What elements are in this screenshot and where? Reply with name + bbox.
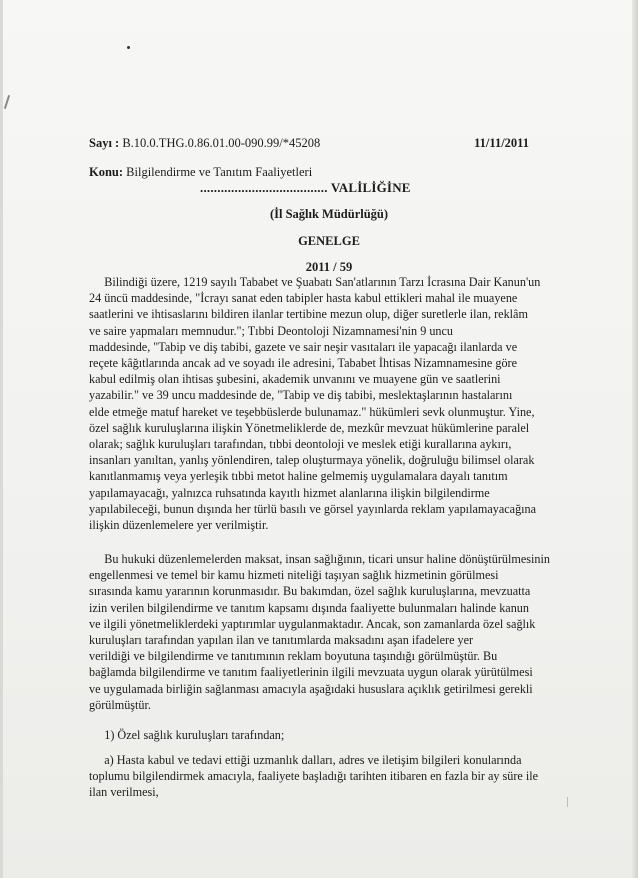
text-line: reçete kâğıtlarında ancak ad ve soyadı ile adresini, Tababet İhtisas Nizamnamesine göre [89, 356, 518, 371]
subject-text: Bilgilendirme ve Tanıtım Faaliyetleri [123, 165, 313, 179]
text-line: sırasında kamu yararının korunmasıdır. Bu bakımdan, özel sağlık kuruluşlarına, mevzuatta [89, 584, 531, 599]
text-line: izin verilen bilgilendirme ve tanıtım kapsamı dışında faaliyette bulunmaları halinde kanun [89, 600, 529, 615]
paragraph-4 [89, 752, 567, 801]
text-line: insanları yanıltan, yanlış yönlendiren, talep oluşturmaya yönelik, doğruluğu bilimsel olarak [89, 453, 535, 468]
subject-label: Konu: [89, 165, 124, 179]
text-line: yapılabileceği, bunun dışında her türlü basılı ve görsel yayınlarda reklam yapılamayacağına [89, 501, 537, 516]
reference-number [89, 136, 320, 151]
text-line: saatlerini ve ihtisaslarını bildiren ilanlar tertibine mezun olup, diğer suretlerle ilan, reklâm [89, 307, 528, 322]
text-line: görülmüştür. [89, 697, 151, 712]
text-line: ilişkin düzenlemelere yer verilmiştir. [89, 518, 269, 533]
text-line: kanıtlanmamış veya yerleşik tıbbi metot haline gelmemiş uygulamalara dayalı tanıtım [89, 469, 508, 484]
reference-label: Sayı : [89, 136, 123, 150]
text-line: engellenmesi ve temel bir kamu hizmeti niteliği taşıyan sağlık hizmetinin görülmesi [89, 568, 499, 583]
scan-edge-right [632, 0, 638, 878]
text-line: bağlamda bilgilendirme ve tanıtım faaliyetlerinin ilgili mevzuata uygun olarak yürütülmesi [89, 665, 533, 680]
subheading: (İl Sağlık Müdürlüğü) [269, 207, 389, 221]
text-line: yazabilir." ve 39 uncu maddesinde de, "Tabip ve diş tabibi, meslektaşlarının hastalarını [89, 388, 513, 403]
circular-number: 2011 / 59 [305, 260, 353, 274]
text-line: olarak; sağlık kuruluşları tarafından, tıbbi deontoloji ve meslek etiği kurallarına aykırı, [89, 437, 512, 452]
text-line: 1) Özel sağlık kuruluşları tarafından; [89, 728, 285, 742]
text-line: verildiği ve bilgilendirme ve tanıtımının reklam boyutuna taşındığı görülmüştür. Bu [89, 649, 498, 664]
reference-value: B.10.0.THG.0.86.01.00-090.99/*45208 [122, 136, 321, 150]
text-line: a) Hasta kabul ve tedavi ettiği uzmanlık dalları, adres ve iletişim bilgileri konularında [89, 753, 522, 767]
addressee: ..................................... VALİLİĞİNE [200, 180, 411, 195]
text-line: özel sağlık kuruluşlarına ilişkin Yönetmeliklerde de, mezkûr mevzuat hükümlerine paralel [89, 420, 530, 435]
text-line: yapılamayacağı, yalnızca ruhsatında kayıtlı hizmet alanlarına ilişkin bilgilendirme [89, 485, 490, 500]
document-type: GENELGE [298, 234, 360, 248]
text-line: ve ilgili yönetmeliklerdeki yaptırımlar uygulanmaktadır. Ancak, son zamanlarda özel sağlık [89, 616, 536, 631]
text-line: toplumu bilgilendirmek amacıyla, faaliyete başladığı tarihten itibaren en fazla bir ay süre ile [89, 769, 539, 784]
text-line: kuruluşları tarafından yapılan ilan ve tanıtımlarda maksadını aşan ifadelere yer [89, 633, 474, 648]
subject-line [89, 165, 312, 180]
text-line: 24 üncü maddesinde, "İcrayı sanat eden tabipler hasta kabul ettikleri mahal ile muayene [89, 291, 518, 306]
document-header [89, 136, 529, 152]
text-line: elde etmeğe matuf hareket ve teşebbüslerde bulunamaz." hükümleri sevk olunmuştur. Yine, [89, 404, 535, 419]
text-line: ve uygulamada birliğin sağlanması amacıyla aşağıdaki hususlara açıklık getirilmesi gerekli [89, 681, 533, 696]
paragraph-1 [89, 274, 567, 533]
text-line: Bu hukuki düzenlemelerden maksat, insan sağlığının, ticari unsur haline dönüştürülmesinin [89, 552, 551, 566]
text-line: kabul edilmiş olan ihtisas şubesini, akademik unvanını ve muayene gün ve saatlerini [89, 372, 501, 387]
paragraph-3 [89, 727, 567, 743]
margin-mark [567, 797, 568, 807]
text-line: ilan verilmesi, [89, 785, 159, 800]
text-line: Bilindiği üzere, 1219 sayılı Tababet ve Şuabatı San'atlarının Tarzı İcrasına Dair Kanun'un [89, 275, 541, 289]
scan-mark [4, 95, 10, 109]
scan-edge-left [0, 0, 3, 878]
document-date: 11/11/2011 [474, 136, 529, 150]
text-line: maddesinde, "Tabip ve diş tabibi, gazete ve sair neşir vasıtaları ile yapacağı ilanlarda ve [89, 339, 518, 354]
paragraph-2 [89, 551, 567, 713]
scan-speck [127, 46, 130, 49]
text-line: ve saire yapmaları memnudur."; Tıbbi Deontoloji Nizamnamesi'nin 9 uncu [89, 323, 454, 338]
